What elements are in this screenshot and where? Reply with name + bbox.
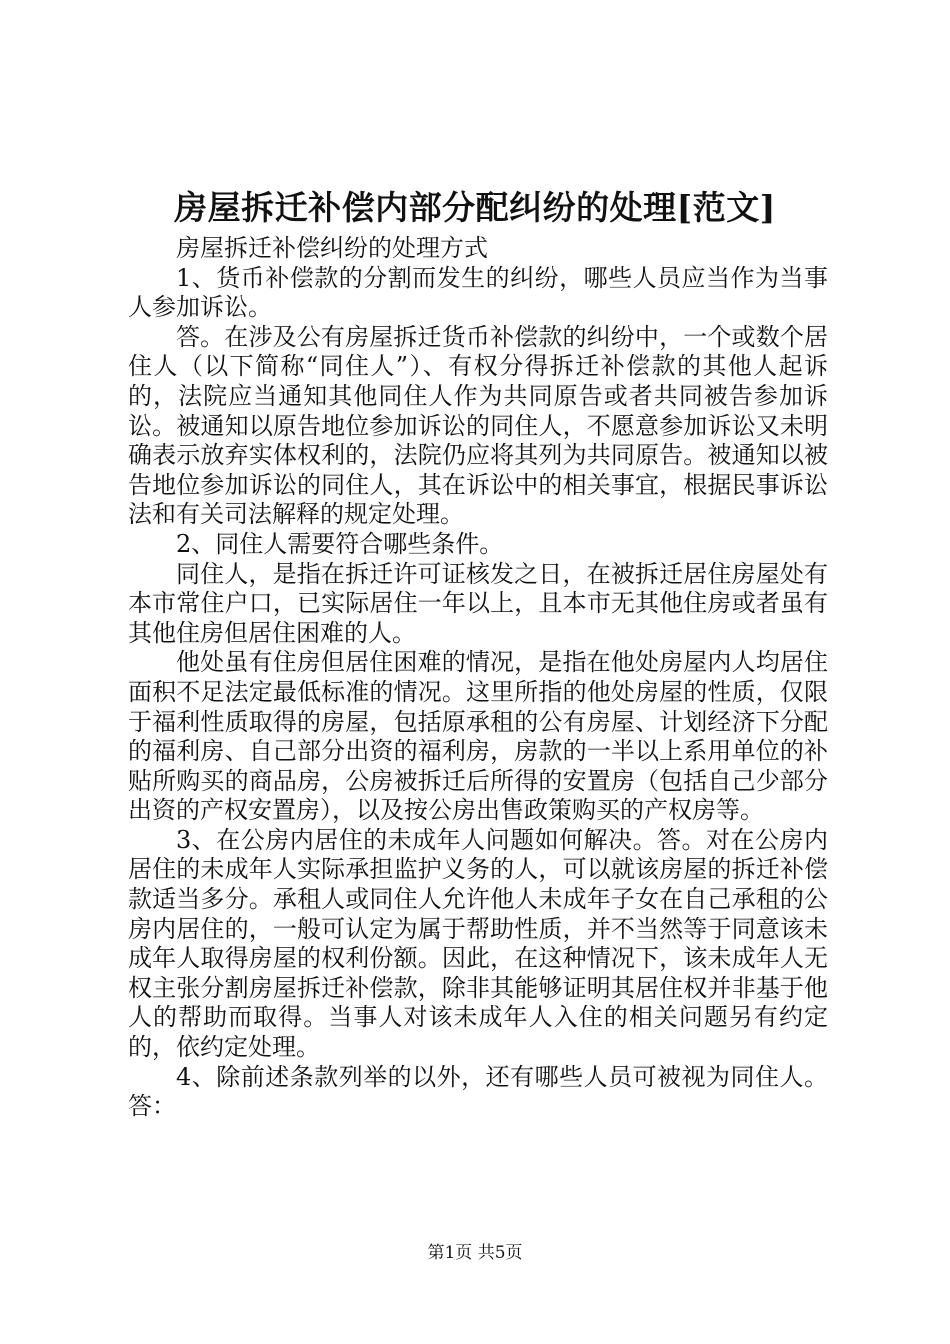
paragraph-question-2: 2、同住人需要符合哪些条件。 <box>176 529 504 558</box>
paragraph-question-3: 3、在公房内居住的未成年人问题如何解决。答。对在公房内居住的未成年人实际承担监护义务的人，可以就该房屋的拆迁补偿款适当多分。承租人或同住人允许他人未成年子女在自己承租的公房内居住的，一般可认定为属于帮助性质，并不当然等于同意该未成年人取得房屋的权利份额。因此，在这种情况下，该未成年人无权主张分割房屋拆迁补偿款，除非其能够证明其居住权并非基于他人的帮助而取得。当事人对该未成年人入住的相关问题另有约定的，依约定处理。 <box>128 825 828 1062</box>
paragraph-answer-1: 答。在涉及公有房屋拆迁货币补偿款的纠纷中，一个或数个居住人（以下简称“同住人”）、有权分得拆迁补偿款的其他人起诉的，法院应当通知其他同住人作为共同原告或者共同被告参加诉讼。被通知以原告地位参加诉讼的同住人，不愿意参加诉讼又未明确表示放弃实体权利的，法院仍应将其列为共同原告。被通知以被告地位参加诉讼的同住人，其在诉讼中的相关事宜，根据民事诉讼法和有关司法解释的规定处理。 <box>128 322 828 529</box>
paragraph-answer-2a: 同住人，是指在拆迁许可证核发之日，在被拆迁居住房屋处有本市常住户口，已实际居住一年以上，且本市无其他住房或者虽有其他住房但居住困难的人。 <box>128 559 828 647</box>
paragraph-question-4: 4、除前述条款列举的以外，还有哪些人员可被视为同住人。答： <box>128 1062 828 1121</box>
paragraph-answer-2b: 他处虽有住房但居住困难的情况，是指在他处房屋内人均居住面积不足法定最低标准的情况。这里所指的他处房屋的性质，仅限于福利性质取得的房屋，包括原承租的公有房屋、计划经济下分配的福利房、自己部分出资的福利房，房款的一半以上系用单位的补贴所购买的商品房，公房被拆迁后所得的安置房（包括自己少部分出资的产权安置房），以及按公房出售政策购买的产权房等。 <box>128 648 828 825</box>
paragraph-heading: 房屋拆迁补偿纠纷的处理方式 <box>176 234 488 262</box>
paragraph-question-1: 1、货币补偿款的分割而发生的纠纷，哪些人员应当作为当事人参加诉讼。 <box>128 263 828 322</box>
page-footer: 第1页 共5页 <box>427 1243 523 1263</box>
document-body <box>128 234 828 1122</box>
document-title: 房屋拆迁补偿内部分配纠纷的处理[范文] <box>174 188 776 227</box>
